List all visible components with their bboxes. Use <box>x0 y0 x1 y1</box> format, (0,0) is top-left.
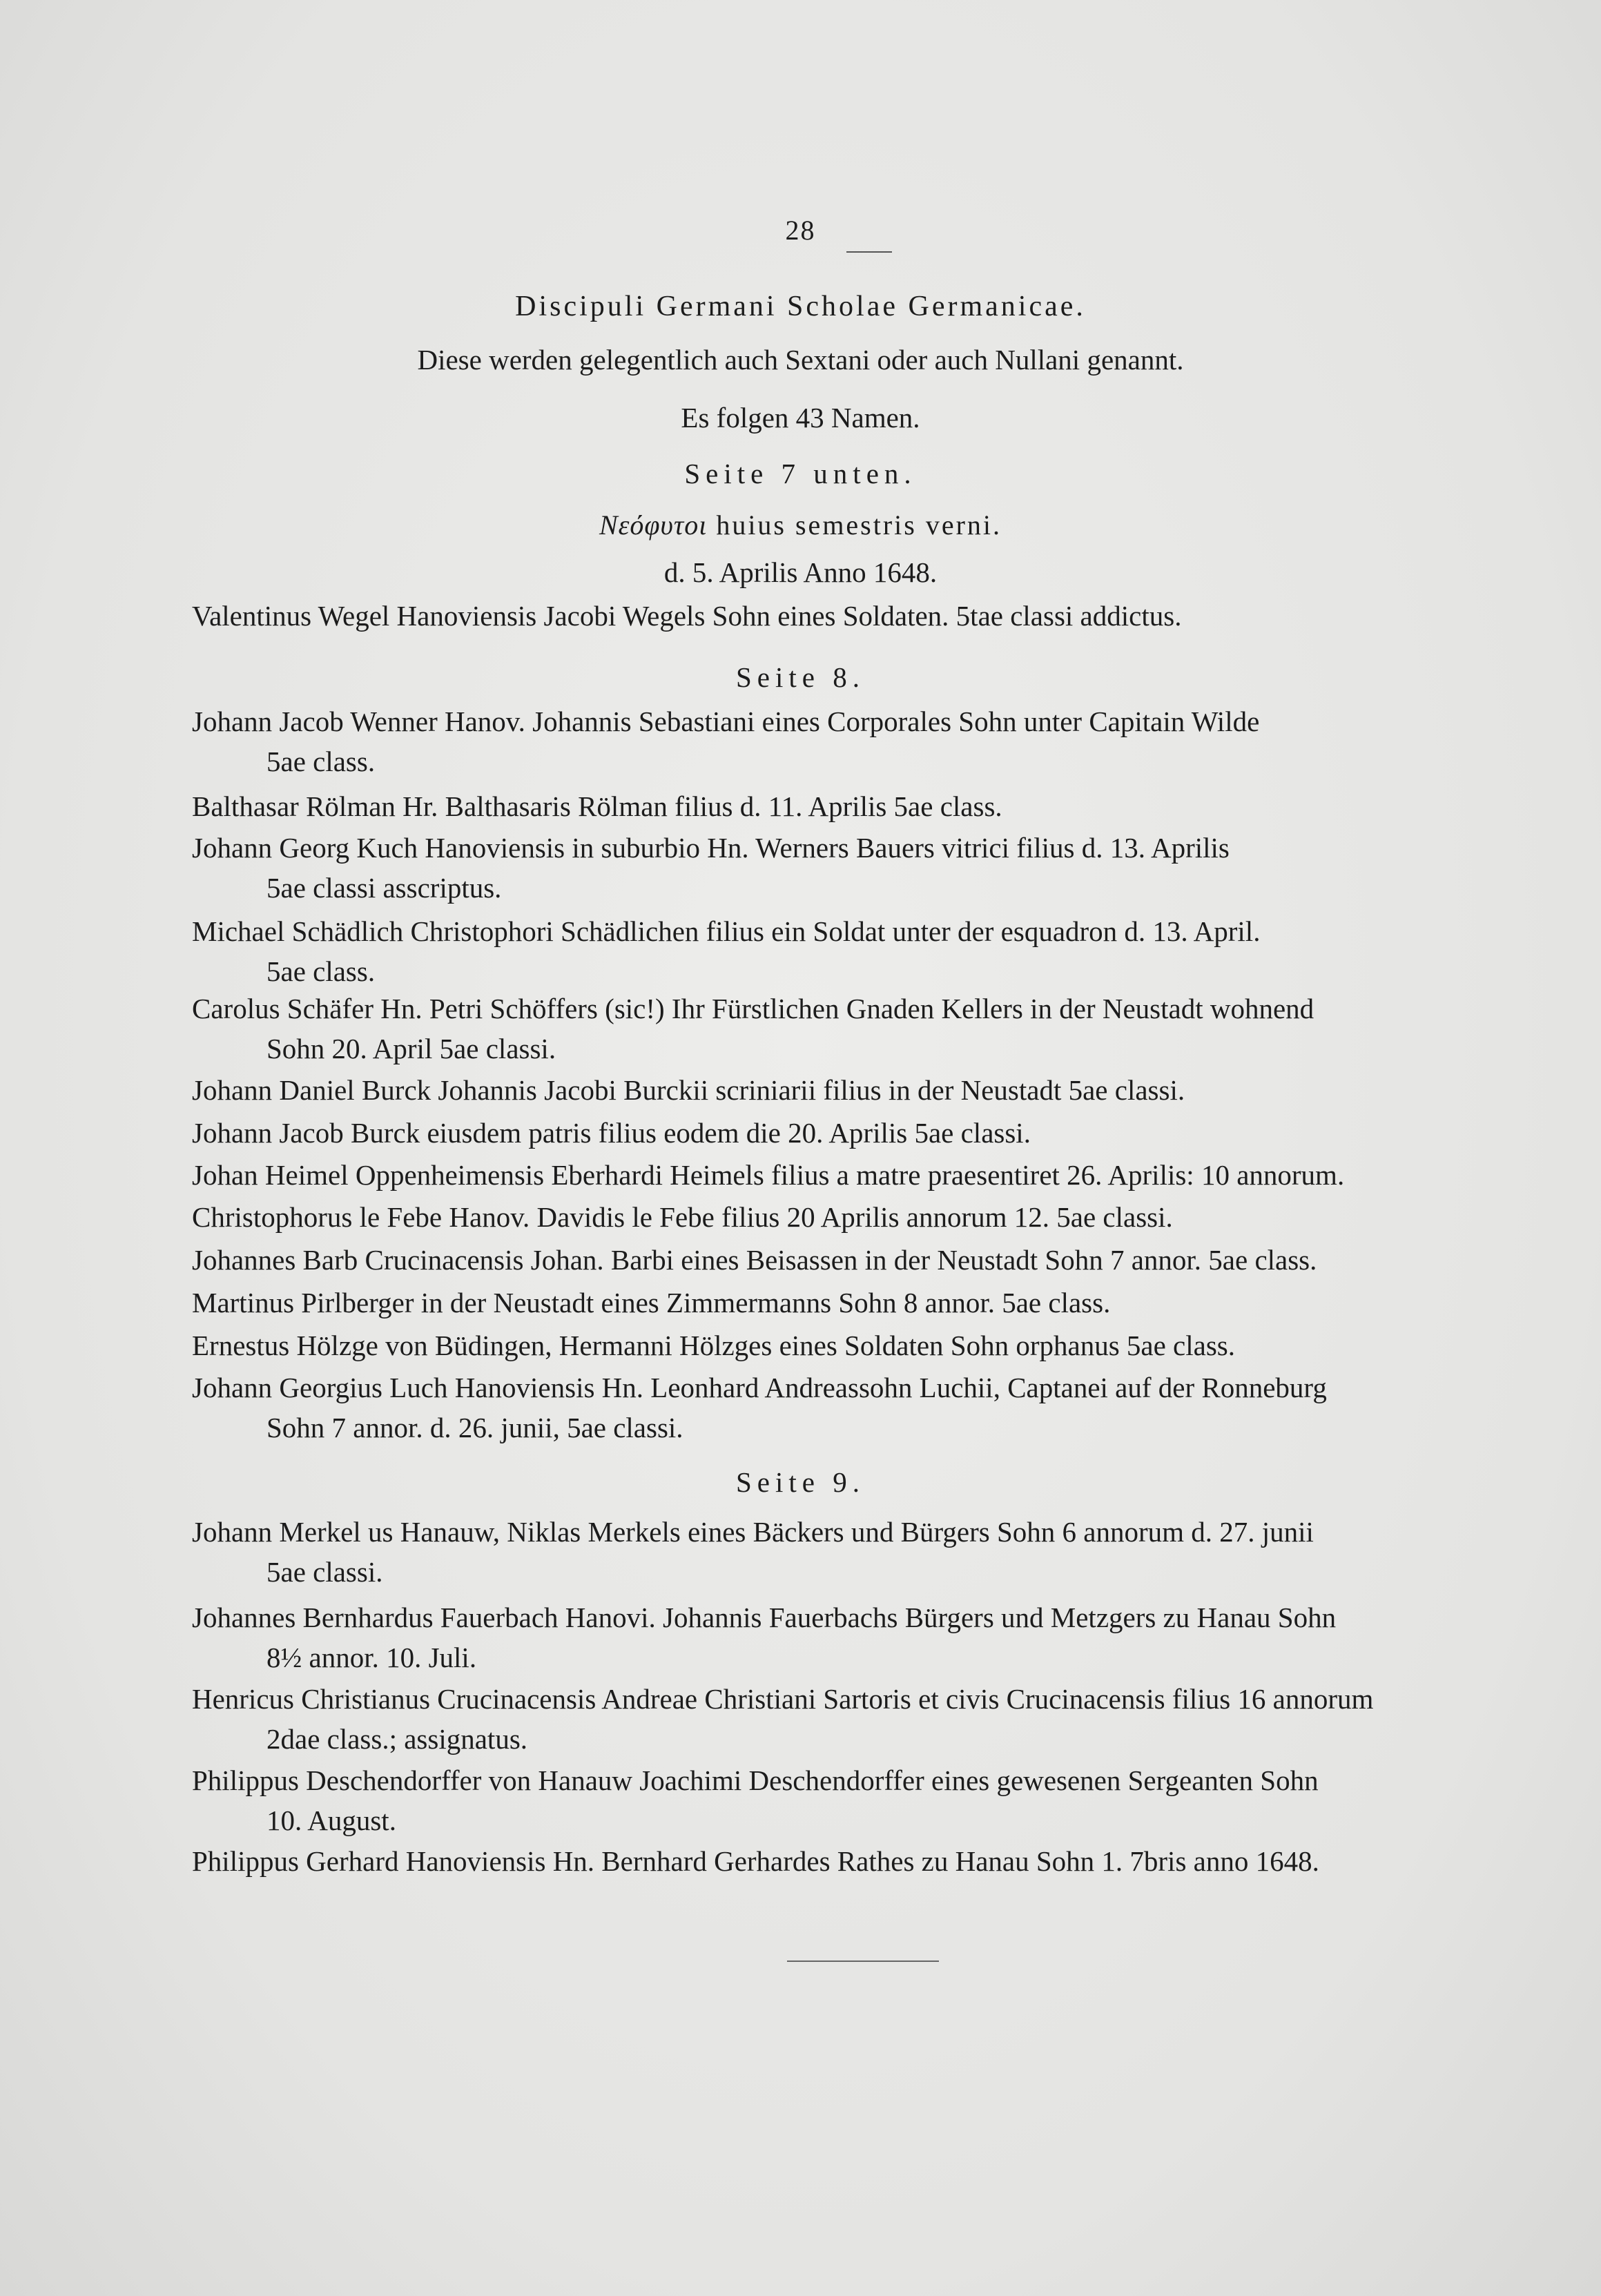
section-heading-9: Seite 9. <box>736 1466 865 1498</box>
entry-line: Michael Schädlich Christophori Schädlichen filius ein Soldat unter der esquadron d. 13. April. <box>192 915 1261 947</box>
entry-line: Johannes Barb Crucinacensis Johan. Barbi eines Beisassen in der Neustadt Sohn 7 annor. 5ae class. <box>192 1244 1317 1276</box>
entry-line: Christophorus le Febe Hanov. Davidis le Febe filius 20 Aprilis annorum 12. 5ae classi. <box>192 1201 1173 1233</box>
subheading: Diese werden gelegentlich auch Sextani oder auch Nullani genannt. <box>417 344 1184 376</box>
entry-continuation: 5ae class. <box>266 955 376 987</box>
entry-line: Philippus Gerhard Hanoviensis Hn. Bernhard Gerhardes Rathes zu Hanau Sohn 1. 7bris anno 1648. <box>192 1845 1319 1877</box>
entry <box>192 1283 1537 1323</box>
entry-line: Johann Jacob Burck eiusdem patris filius eodem die 20. Aprilis 5ae classi. <box>192 1117 1031 1149</box>
entry <box>192 596 1537 636</box>
entry-continuation: 5ae classi. <box>266 1556 383 1588</box>
entry-line: Ernestus Hölzge von Büdingen, Hermanni Hölzges eines Soldaten Sohn orphanus 5ae class. <box>192 1330 1235 1361</box>
entry <box>192 1155 1537 1195</box>
entry-line: Johann Georgius Luch Hanoviensis Hn. Leonhard Andreassohn Luchii, Captanei auf der Ronneburg <box>192 1372 1327 1403</box>
section-heading-8: Seite 8. <box>736 661 865 693</box>
entry-line: Johann Daniel Burck Johannis Jacobi Burckii scriniarii filius in der Neustadt 5ae classi. <box>192 1074 1185 1106</box>
entry <box>192 786 1537 826</box>
entry <box>192 1070 1537 1110</box>
page-number: 28 <box>785 215 816 246</box>
entry-line: Johann Merkel us Hanauw, Niklas Merkels eines Bäckers und Bürgers Sohn 6 annorum d. 27. junii <box>192 1516 1314 1548</box>
entry-line: Valentinus Wegel Hanoviensis Jacobi Wegels Sohn eines Soldaten. 5tae classi addictus. <box>192 600 1182 632</box>
entry <box>192 1197 1537 1237</box>
entry <box>192 1512 1537 1592</box>
entry-line: Johannes Bernhardus Fauerbach Hanovi. Johannis Fauerbachs Bürgers und Metzgers zu Hanau Sohn <box>192 1602 1337 1633</box>
entry <box>192 1368 1537 1448</box>
entry-line: Henricus Christianus Crucinacensis Andreae Christiani Sartoris et civis Crucinacensis filius 16 annorum <box>192 1683 1374 1715</box>
entry <box>192 1760 1537 1840</box>
entry-line: Balthasar Rölman Hr. Balthasaris Rölman filius d. 11. Aprilis 5ae class. <box>192 790 1002 822</box>
entry <box>192 1113 1537 1153</box>
page-ref-top: Seite 7 unten. <box>684 458 917 489</box>
entry <box>192 911 1537 991</box>
entry-continuation: 5ae classi asscriptus. <box>266 872 502 904</box>
entry-continuation: 8½ annor. 10. Juli. <box>266 1642 477 1673</box>
entry-line: Johann Georg Kuch Hanoviensis in suburbio Hn. Werners Bauers vitrici filius d. 13. Aprilis <box>192 832 1230 864</box>
top-rule <box>846 251 892 253</box>
entry-continuation: Sohn 20. April 5ae classi. <box>266 1033 556 1064</box>
entry <box>192 989 1537 1069</box>
entry-line: Martinus Pirlberger in der Neustadt eines Zimmermanns Sohn 8 annor. 5ae class. <box>192 1287 1111 1319</box>
entry-line: Johann Jacob Wenner Hanov. Johannis Sebastiani eines Corporales Sohn unter Capitain Wilde <box>192 706 1260 737</box>
bottom-rule <box>787 1961 939 1962</box>
entry <box>192 1325 1537 1365</box>
entry-continuation: 10. August. <box>266 1804 396 1836</box>
entry <box>192 1679 1537 1759</box>
entry-continuation: 5ae class. <box>266 746 376 777</box>
entry-continuation: Sohn 7 annor. d. 26. junii, 5ae classi. <box>266 1412 683 1443</box>
entry <box>192 1841 1537 1881</box>
entry-continuation: 2dae class.; assignatus. <box>266 1723 528 1755</box>
count-note: Es folgen 43 Namen. <box>681 402 920 434</box>
entry-line: Johan Heimel Oppenheimensis Eberhardi Heimels filius a matre praesentiret 26. Aprilis: 10 annorum. <box>192 1159 1345 1191</box>
date-line: d. 5. Aprilis Anno 1648. <box>663 556 938 588</box>
semester-rest: huius semestris verni. <box>707 509 1002 541</box>
entry <box>192 701 1537 781</box>
semester-line <box>0 509 1601 541</box>
entry <box>192 1597 1537 1677</box>
entry-line: Carolus Schäfer Hn. Petri Schöffers (sic!) Ihr Fürstlichen Gnaden Kellers in der Neustadt wohnend <box>192 993 1314 1024</box>
entry-line: Philippus Deschendorffer von Hanauw Joachimi Deschendorffer eines gewesenen Sergeanten Sohn <box>192 1764 1319 1796</box>
semester-greek: Νεόφυτοι <box>599 509 708 541</box>
entry <box>192 1240 1537 1280</box>
entry <box>192 828 1537 908</box>
heading: Discipuli Germani Scholae Germanicae. <box>515 291 1086 322</box>
